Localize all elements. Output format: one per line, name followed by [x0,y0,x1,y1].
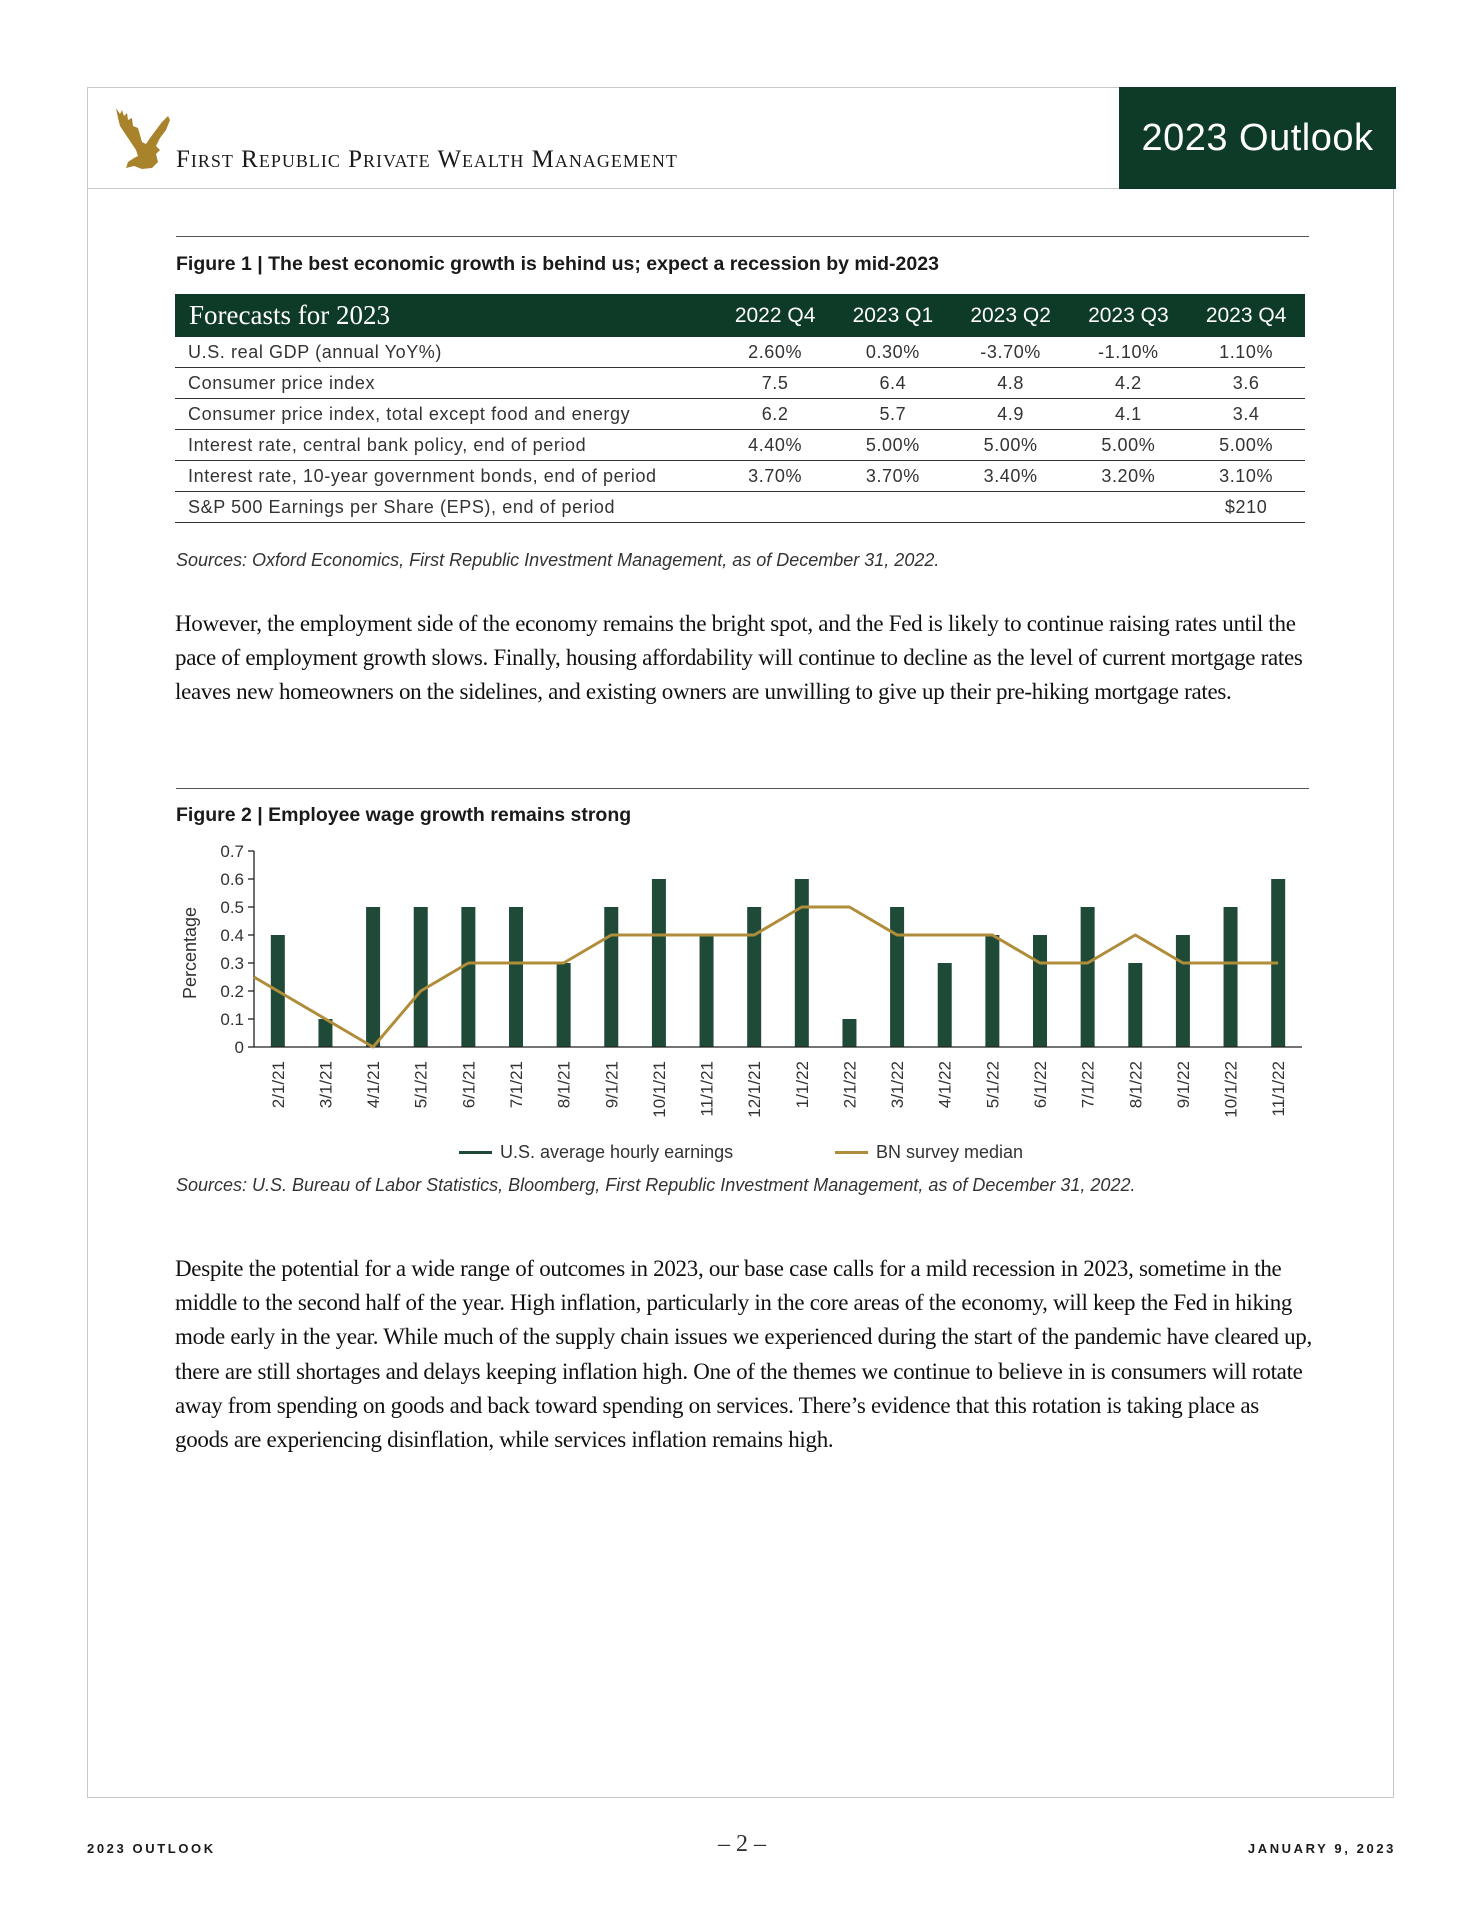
bar [700,935,714,1047]
table-cell: 4.40% [716,430,834,461]
x-tick-label: 10/1/22 [1221,1061,1241,1118]
table-header-cell: 2022 Q4 [716,294,834,337]
table-cell: 7.5 [716,368,834,399]
table-header-cell: 2023 Q2 [952,294,1070,337]
y-tick-label: 0.4 [220,926,244,945]
x-tick-label: 10/1/21 [649,1061,669,1118]
y-tick-label: 0 [234,1038,244,1057]
bar [842,1019,856,1047]
body-paragraph-2: Despite the potential for a wide range of outcomes in 2023, our base case calls for a mild recession in 2023, sometime in the middle to the second half of the year. High inflation, particularly in the core areas of the economy, will keep the Fed in hiking mode early in the year. While much of the supply chain issues we experienced during the start of the pandemic have cleared up, there are still shortages and delays keeping inflation high. One of the themes we continue to believe in is consumers will rotate away from spending on goods and back toward spending on services. There’s evidence that this rotation is taking place as goods are experiencing disinflation, while services inflation remains high. [175,1256,1312,1453]
x-tick-label: 1/1/22 [792,1061,812,1109]
table-cell: 4.1 [1069,399,1187,430]
chart-legend [0,1142,1484,1166]
page-number: – 2 – [718,1831,766,1857]
x-tick-label: 2/1/21 [268,1061,288,1109]
x-tick-label: 5/1/21 [411,1061,431,1109]
table-cell: 5.00% [834,430,952,461]
bar [1128,963,1142,1047]
x-tick-label: 9/1/21 [602,1061,622,1109]
x-tick-label: 3/1/22 [888,1061,908,1109]
outlook-badge: 2023 Outlook [1119,87,1396,189]
table-header-cell: Forecasts for 2023 [175,294,716,337]
y-tick-label: 0.5 [220,898,244,917]
y-tick-label: 0.1 [220,1010,244,1029]
bar [938,963,952,1047]
x-tick-label: 6/1/22 [1031,1061,1050,1109]
y-tick-label: 0.7 [220,842,244,861]
row-label: Interest rate, 10-year government bonds, end of period [175,461,716,492]
table-cell: 0.30% [834,337,952,368]
x-tick-label: 8/1/22 [1126,1061,1146,1109]
table-cell: 6.2 [716,399,834,430]
bar [604,907,618,1047]
x-tick-label: 11/1/22 [1269,1061,1289,1117]
footer-date: JANUARY 9, 2023 [1247,1841,1396,1856]
footer-title: 2023 OUTLOOK [87,1841,216,1856]
x-tick-label: 4/1/22 [935,1061,955,1109]
table-cell: $210 [1187,492,1305,523]
table-cell: 3.70% [716,461,834,492]
table-header-cell: 2023 Q4 [1187,294,1305,337]
y-tick-label: 0.2 [220,982,244,1001]
bar [652,879,666,1047]
bar [414,907,428,1047]
bar [509,907,523,1047]
row-label: U.S. real GDP (annual YoY%) [175,337,716,368]
bar [795,879,809,1047]
figure2-sources: Sources: U.S. Bureau of Labor Statistics, Bloomberg, First Republic Investment Management, as of December 31, 2022. [176,1175,1136,1195]
table-header-cell: 2023 Q1 [834,294,952,337]
x-tick-label: 3/1/21 [316,1061,336,1109]
row-label: Interest rate, central bank policy, end of period [175,430,716,461]
figure2-title: Figure 2 | Employee wage growth remains strong [176,804,632,826]
x-tick-label: 7/1/21 [507,1061,526,1109]
brand-name: First Republic Private Wealth Management [176,146,678,173]
bn-median-line [254,907,1278,1047]
legend-swatch-bar-icon [459,1151,492,1154]
table-cell: -1.10% [1069,337,1187,368]
row-label: Consumer price index, total except food and energy [175,399,716,430]
body-paragraph-1: However, the employment side of the economy remains the bright spot, and the Fed is likely to continue raising rates until the pace of employment growth slows. Finally, housing affordability will continue to decline as the level of current mortgage rates leaves new homeowners on the sidelines, and existing owners are unwilling to give up their pre-hiking mortgage rates. [175,611,1303,705]
table-cell: 6.4 [834,368,952,399]
table-cell: 5.00% [1069,430,1187,461]
table-cell: -3.70% [952,337,1070,368]
x-tick-label: 11/1/21 [697,1061,717,1117]
row-label: S&P 500 Earnings per Share (EPS), end of period [175,492,716,523]
table-cell: 5.00% [952,430,1070,461]
table-cell: 3.20% [1069,461,1187,492]
table-cell: 4.2 [1069,368,1187,399]
legend-label: U.S. average hourly earnings [500,1142,734,1162]
table-cell: 3.10% [1187,461,1305,492]
table-cell: 5.00% [1187,430,1305,461]
bar [1224,907,1238,1047]
table-cell: 3.70% [834,461,952,492]
bar [366,907,380,1047]
table-cell: 3.40% [952,461,1070,492]
x-tick-label: 12/1/21 [745,1061,765,1118]
legend-item-earnings [459,1142,733,1163]
row-label: Consumer price index [175,368,716,399]
bar [890,907,904,1047]
x-tick-label: 9/1/22 [1173,1061,1193,1109]
x-tick-label: 4/1/21 [364,1061,384,1109]
table-cell: 3.4 [1187,399,1305,430]
legend-label: BN survey median [876,1142,1024,1162]
table-cell: 2.60% [716,337,834,368]
table-cell: 4.9 [952,399,1070,430]
bar [985,935,999,1047]
bar [1176,935,1190,1047]
bar [1081,907,1095,1047]
x-tick-label: 6/1/21 [459,1061,479,1109]
figure1-sources: Sources: Oxford Economics, First Republic Investment Management, as of December 31, 2022. [176,550,940,570]
legend-item-bn-median [835,1142,1023,1163]
bar [461,907,475,1047]
x-tick-label: 7/1/22 [1078,1061,1098,1109]
y-tick-label: 0.6 [220,870,244,889]
y-axis-label: Percentage [180,906,200,1000]
table-cell: 1.10% [1187,337,1305,368]
figure1-title: Figure 1 | The best economic growth is behind us; expect a recession by mid-2023 [176,253,939,275]
x-tick-label: 8/1/21 [554,1061,574,1109]
table-cell: 4.8 [952,368,1070,399]
y-tick-label: 0.3 [220,954,244,973]
table-header-cell: 2023 Q3 [1069,294,1187,337]
legend-swatch-line-icon [835,1151,868,1154]
table-cell: 5.7 [834,399,952,430]
x-tick-label: 2/1/22 [840,1061,860,1109]
bar [747,907,761,1047]
x-tick-label: 5/1/22 [983,1061,1003,1109]
bar [1033,935,1047,1047]
bar [557,963,571,1047]
table-cell: 3.6 [1187,368,1305,399]
